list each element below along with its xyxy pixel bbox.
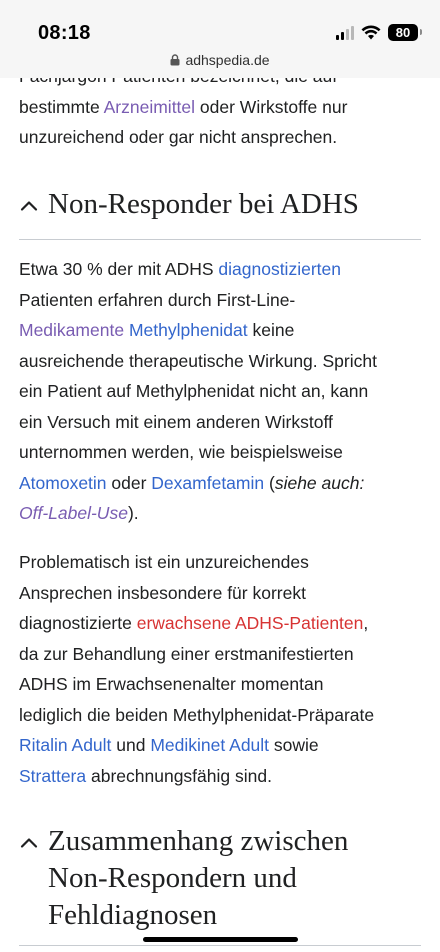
link-ritalin-adult[interactable]: Ritalin Adult	[19, 735, 112, 755]
paragraph-problematisch: Problematisch ist ein unzureichendes Ansprechen insbesondere für korrekt diagnostizierte erwachsene ADHS-Patienten, da zur Behandlung einer erstmanifestierten ADHS im Erwachsenenalter momentan lediglich die beiden Methylphenidat-Präparate Ritalin Adult und Medikinet Adult sowie Strattera abrechnungsfähig sind.	[19, 552, 375, 786]
link-medikinet-adult[interactable]: Medikinet Adult	[150, 735, 270, 755]
link-arzneimittel[interactable]: Arzneimittel	[103, 96, 196, 117]
status-icons	[336, 24, 418, 41]
section-title: Non-Responder bei ADHS	[48, 188, 359, 220]
intro-text: bestimmte	[19, 96, 104, 117]
intro-line-2: unzureichend oder gar nicht ansprechen.	[19, 127, 338, 147]
url-bar[interactable]	[0, 52, 440, 68]
intro-text: oder Wirkstoffe nur	[195, 96, 348, 117]
lock-icon	[170, 54, 180, 66]
link-off-label-use[interactable]: Off-Label-Use	[19, 503, 128, 523]
link-erwachsene-adhs-patienten[interactable]: erwachsene ADHS-Patienten	[136, 613, 364, 633]
cellular-signal-icon	[336, 26, 354, 40]
link-atomoxetin[interactable]: Atomoxetin	[19, 472, 107, 493]
link-strattera[interactable]: Strattera	[19, 765, 87, 786]
wifi-icon	[361, 25, 381, 40]
home-indicator[interactable]	[143, 937, 298, 942]
section-divider	[19, 239, 421, 240]
status-time: 08:18	[38, 22, 91, 44]
paragraph-non-responder: Etwa 30 % der mit ADHS diagnostizierten Patienten erfahren durch First-Line- Medikamente Methylphenidat keine ausreichende therapeutische Wirkung. Spricht ein Patient auf Methylphenidat nicht an, kann ein Versuch mit einem anderen Wirkstoff unternommen werden, wie beispielsweise Atomoxetin oder Dexamfetamin (siehe auch: Off-Label-Use).	[19, 259, 377, 523]
browser-chrome	[0, 0, 440, 78]
battery-icon: 80	[388, 24, 418, 41]
link-dexamfetamin[interactable]: Dexamfetamin	[151, 472, 265, 493]
section-title: Zusammenhang zwischen Non-Respondern und Fehldiagnosen	[48, 825, 349, 931]
link-methylphenidat[interactable]: Methylphenidat	[128, 320, 248, 340]
section-divider	[19, 945, 421, 946]
chevron-up-icon[interactable]	[19, 196, 39, 216]
url-domain: adhspedia.de	[185, 52, 270, 68]
link-diagnostizierten[interactable]: diagnostizierten	[218, 259, 341, 279]
link-medikamente[interactable]: Medikamente	[19, 320, 125, 340]
chevron-up-icon[interactable]	[19, 833, 39, 853]
